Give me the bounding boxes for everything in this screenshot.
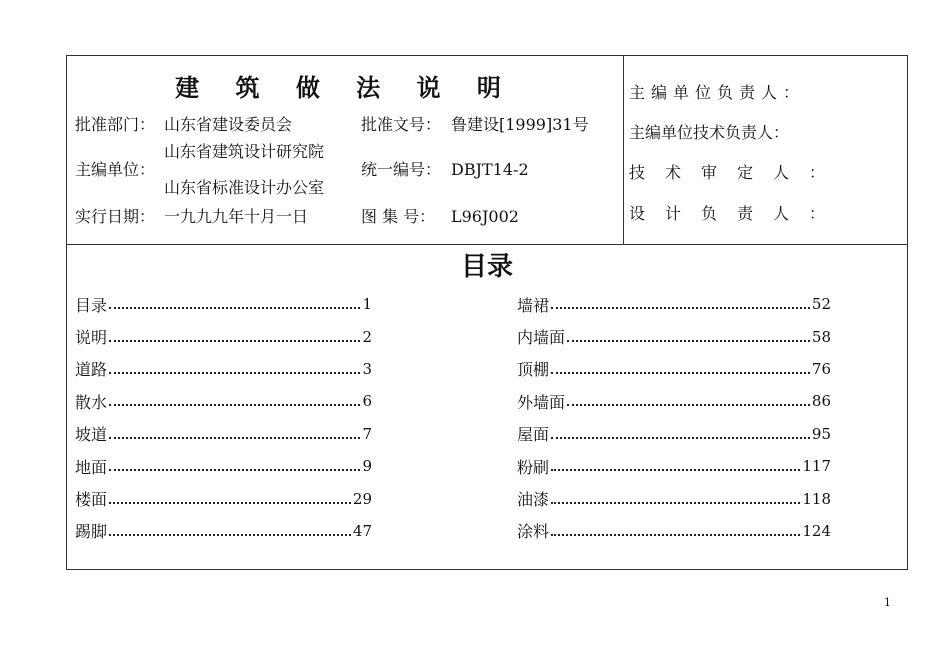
toc-entry-page: 86	[811, 392, 831, 411]
toc-entry	[517, 288, 831, 320]
toc-entry-page: 2	[362, 327, 372, 346]
toc-right-column	[517, 288, 831, 547]
dot-leader	[109, 526, 351, 536]
approval-doc-label: 批准文号：	[361, 115, 442, 134]
dot-leader	[551, 429, 810, 439]
toc-entry-page: 6	[362, 392, 372, 411]
toc-entry	[517, 353, 831, 385]
approval-dept-label: 批准部门：	[75, 115, 156, 134]
toc-left-column	[75, 288, 372, 547]
toc-entry	[75, 288, 372, 320]
toc-entry-label: 坡道	[75, 425, 108, 445]
toc-entry-page: 3	[362, 359, 372, 378]
toc-entry-page: 52	[811, 295, 831, 314]
toc-entry	[75, 450, 372, 482]
toc-entry-page: 117	[802, 457, 831, 476]
dot-leader	[551, 526, 800, 536]
dot-leader	[551, 494, 800, 504]
editor-value-2: 山东省标准设计办公室	[164, 178, 325, 197]
toc-entry-label: 目录	[75, 295, 108, 315]
page-number: 1	[884, 596, 891, 609]
toc-entry	[75, 515, 372, 547]
editor-label: 主编单位：	[75, 160, 156, 179]
toc-entry	[517, 418, 831, 450]
dot-leader	[109, 429, 360, 439]
toc-entry-page: 29	[352, 489, 372, 508]
signature-tech-chief: 主编单位技术负责人：	[629, 123, 790, 142]
toc-entry-label: 内墙面	[517, 328, 566, 348]
toc-entry	[517, 450, 831, 482]
toc-entry	[75, 353, 372, 385]
toc-entry-label: 粉刷	[517, 457, 550, 477]
approval-doc-value: 鲁建设[1999]31号	[451, 115, 589, 134]
dot-leader	[109, 494, 351, 504]
dot-leader	[567, 332, 810, 342]
toc-entry-page: 58	[811, 327, 831, 346]
toc-entry	[75, 320, 372, 352]
toc-entry-label: 说明	[75, 328, 108, 348]
toc-entry-page: 47	[352, 521, 372, 540]
unified-no-value: DBJT14-2	[451, 160, 529, 179]
document-title: 建 筑 做 法 说 明	[175, 73, 515, 102]
toc-title: 目录	[460, 252, 513, 282]
toc-entry-label: 外墙面	[517, 392, 566, 412]
toc-entry	[75, 418, 372, 450]
dot-leader	[567, 396, 810, 406]
dot-leader	[109, 332, 360, 342]
toc-entry-page: 118	[802, 489, 831, 508]
toc-entry-page: 7	[362, 424, 372, 443]
date-value: 一九九九年十月一日	[164, 207, 309, 226]
dot-leader	[551, 364, 810, 374]
toc-entry	[75, 385, 372, 417]
toc-entry-label: 涂料	[517, 522, 550, 542]
toc-entry	[517, 482, 831, 514]
toc-entry-label: 楼面	[75, 490, 108, 510]
toc-entry-page: 1	[362, 295, 372, 314]
toc-entry-label: 地面	[75, 457, 108, 477]
toc-entry-page: 95	[811, 424, 831, 443]
atlas-label: 图 集 号：	[361, 207, 436, 226]
dot-leader	[551, 461, 800, 471]
signature-chief-editor: 主编单位负责人：	[629, 83, 806, 102]
editor-value-1: 山东省建筑设计研究院	[164, 142, 325, 161]
toc-entry-label: 墙裙	[517, 295, 550, 315]
toc-entry	[517, 515, 831, 547]
atlas-value: L96J002	[451, 207, 519, 226]
toc-entry	[517, 385, 831, 417]
dot-leader	[109, 364, 360, 374]
toc-entry-label: 道路	[75, 360, 108, 380]
signature-tech-review: 技术审定人：	[629, 163, 846, 182]
toc-entry-label: 油漆	[517, 490, 550, 510]
dot-leader	[109, 299, 360, 309]
date-label: 实行日期：	[75, 207, 156, 226]
document-frame	[66, 55, 908, 570]
header-divider	[623, 56, 624, 244]
dot-leader	[109, 396, 360, 406]
toc-entry	[75, 482, 372, 514]
toc-entry-label: 散水	[75, 392, 108, 412]
dot-leader	[551, 299, 810, 309]
toc-entry-page: 9	[362, 457, 372, 476]
toc-entry-page: 124	[802, 521, 831, 540]
toc-entry-label: 踢脚	[75, 522, 108, 542]
signature-design-chief: 设计负责人：	[629, 204, 846, 223]
approval-dept-value: 山东省建设委员会	[164, 115, 293, 134]
toc-entry	[517, 320, 831, 352]
dot-leader	[109, 461, 360, 471]
toc-entry-page: 76	[811, 359, 831, 378]
toc-entry-label: 屋面	[517, 425, 550, 445]
toc-entry-label: 顶棚	[517, 360, 550, 380]
unified-no-label: 统一编号：	[361, 160, 442, 179]
title-block	[67, 56, 907, 245]
